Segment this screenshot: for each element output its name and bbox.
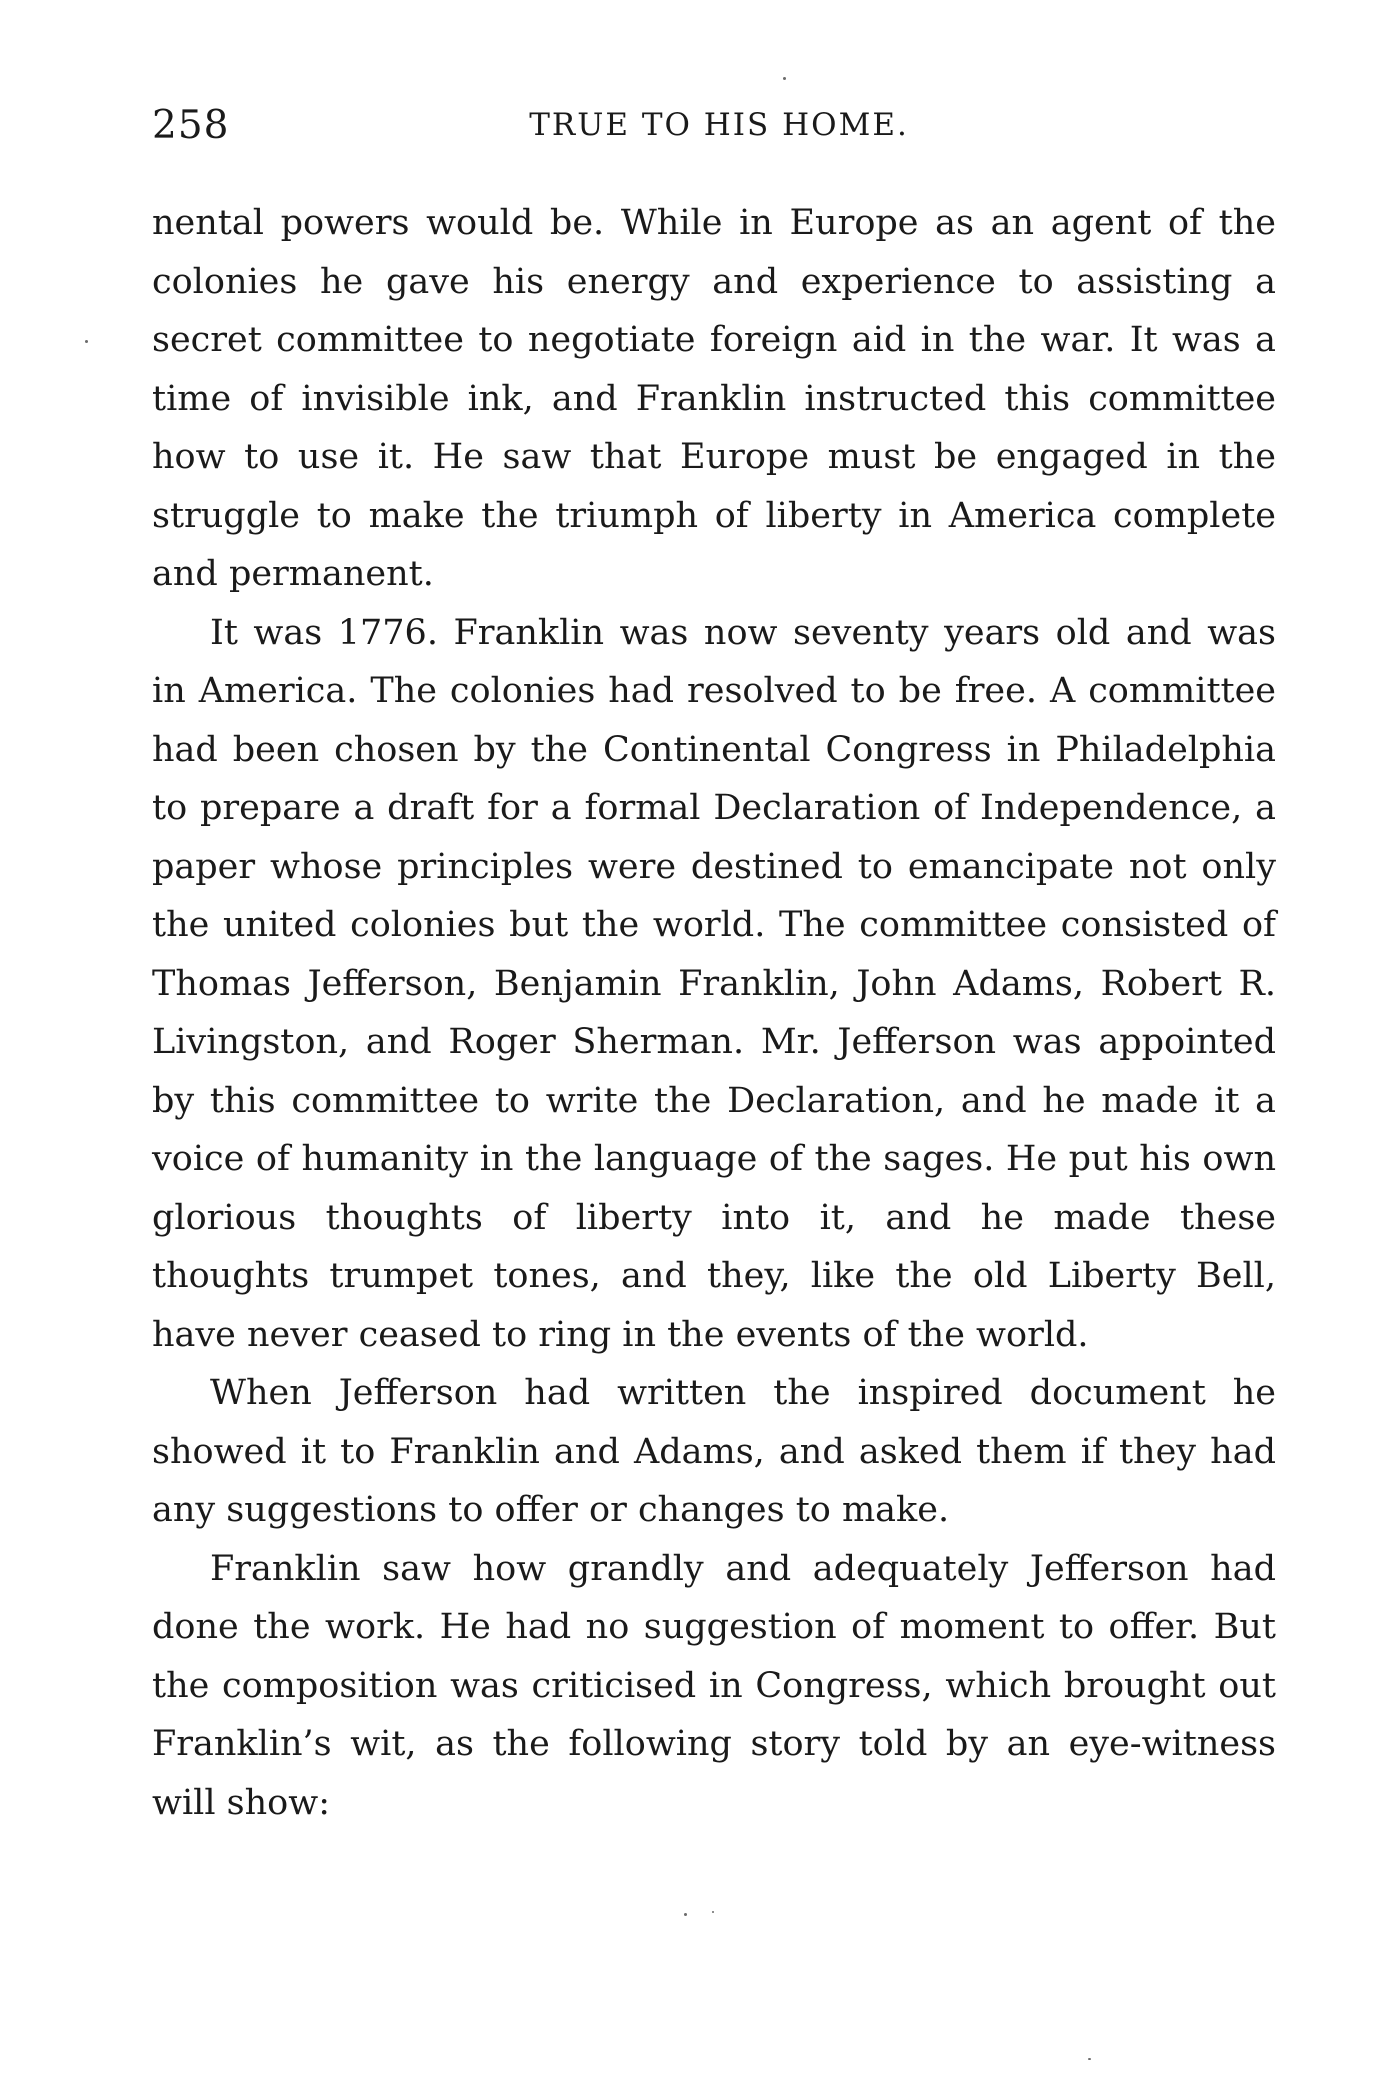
scan-speck [1088, 2058, 1091, 2060]
paragraph-declaration-committee: It was 1776. Franklin was now seventy years old and was in America. The colonies had resolved to be free. A committee had been chosen by the Continental Congress in Philadelphia to prepare a draft for a formal Declaration of Independence, a paper whose principles were destined to emancipate not only the united colonies but the world. The committee consisted of Thomas Jefferson, Benjamin Franklin, John Adams, Robert R. Livingston, and Roger Sherman. Mr. Jefferson was appointed by this committee to write the Declaration, and he made it a voice of humanity in the language of the sages. He put his own glorious thoughts of liberty into it, and he made these thoughts trumpet tones, and they, like the old Liberty Bell, have never ceased to ring in the events of the world. [152, 612, 1276, 1355]
paragraph-continuation: nental powers would be. While in Europe as an agent of the colonies he gave his energy and experience to assisting a secret committee to negotiate foreign aid in the war. It was a time of invisible ink, and Franklin instructed this committee how to use it. He saw that Europe must be engaged in the struggle to make the triumph of liberty in America complete and permanent. [152, 203, 1276, 594]
paragraph-jefferson-draft: When Jefferson had written the inspired document he showed it to Franklin and Adams, and asked them if they had any suggestions to offer or changes to make. [152, 1373, 1276, 1530]
scan-speck [684, 1913, 687, 1916]
scan-speck [712, 1911, 714, 1913]
scan-speck [85, 340, 88, 343]
page-number: 258 [152, 103, 230, 148]
scan-speck [783, 77, 786, 80]
body-text [152, 194, 1276, 1832]
paragraph-franklin-wit: Franklin saw how grandly and adequately Jefferson had done the work. He had no suggestion of moment to offer. But the composition was criticised in Congress, which brought out Franklin’s wit, as the following story told by an eye-witness will show: [152, 1548, 1276, 1823]
running-title: TRUE TO HIS HOME. [529, 107, 909, 143]
running-head [152, 103, 1276, 163]
